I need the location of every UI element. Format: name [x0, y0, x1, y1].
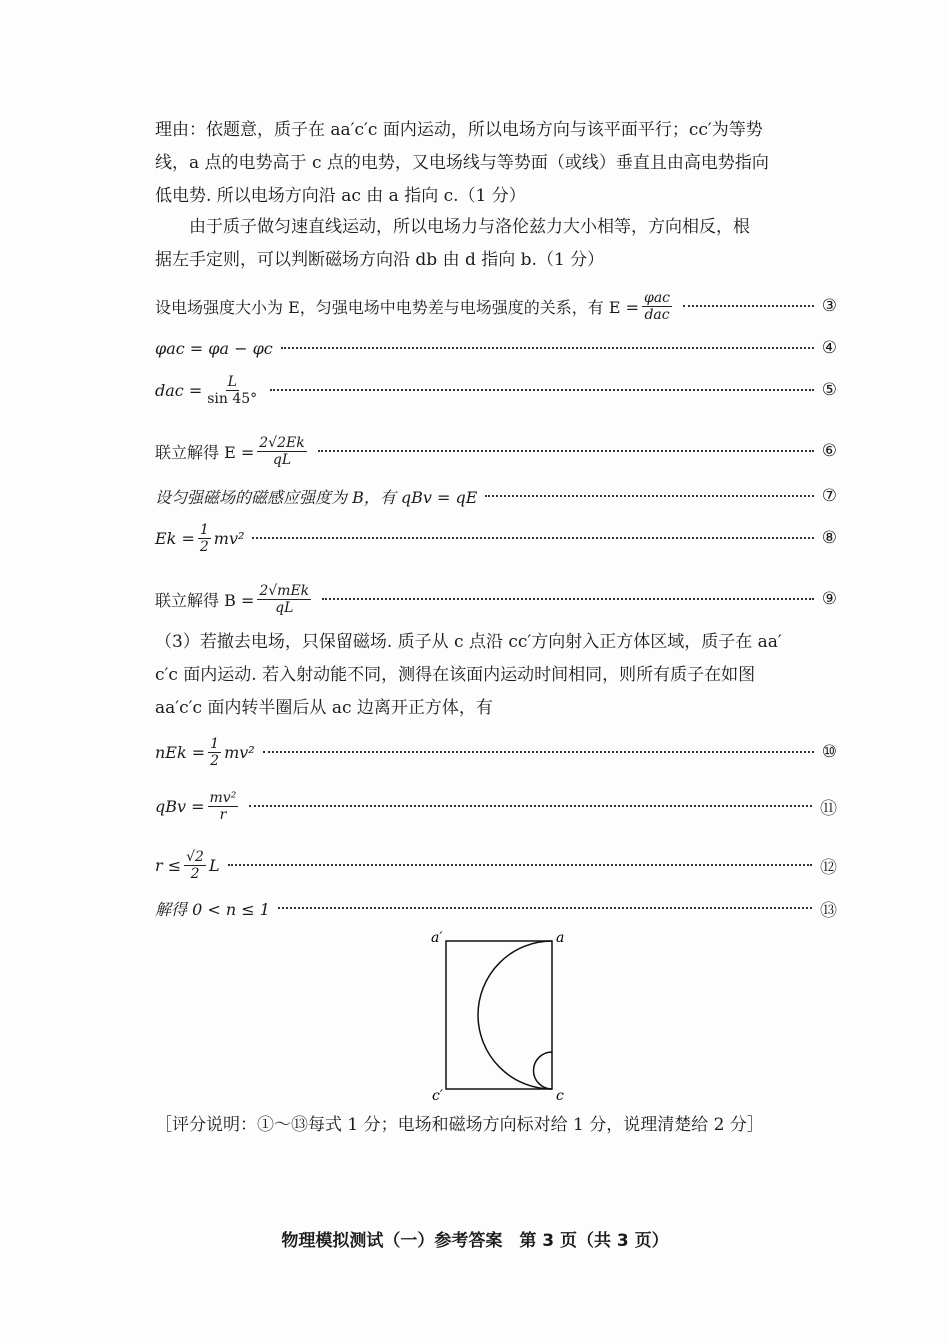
equation-4	[155, 336, 837, 360]
equation-12-prefix: r ≤	[155, 855, 182, 875]
label-c-prime: c′	[432, 1088, 444, 1104]
equation-7	[155, 484, 837, 508]
equation-number: ⑨	[821, 589, 837, 609]
equation-number: ④	[821, 338, 837, 358]
equation-3	[155, 286, 837, 326]
equation-6-prefix: 联立解得 E =	[155, 442, 255, 462]
leader-dots	[270, 389, 814, 391]
equation-11-numerator: mv²	[209, 789, 237, 806]
equation-9	[155, 578, 837, 620]
equation-5-numerator: L	[227, 373, 237, 390]
equation-12-suffix: L	[208, 855, 220, 875]
equation-number: ③	[821, 296, 837, 316]
leader-dots	[683, 305, 814, 307]
equation-9-numerator: 2√mEk	[259, 582, 310, 599]
equation-13	[155, 896, 837, 920]
part3-paragraph	[155, 626, 835, 725]
reason-line-2: 线，a 点的电势高于 c 点的电势，又电场线与等势面（或线）垂直且由高电势指向	[155, 153, 769, 173]
equation-10-prefix: nEk =	[155, 742, 206, 762]
part3-line-1: （3）若撤去电场，只保留磁场. 质子从 c 点沿 cc′方向射入正方体区域，质子在 aa′	[155, 632, 782, 652]
equation-9-denominator: qL	[275, 599, 294, 616]
equation-number: ⑩	[821, 742, 837, 762]
magnetic-paragraph	[155, 211, 835, 277]
equation-4-body: φac = φa − φc	[155, 338, 273, 358]
leader-dots	[228, 864, 812, 866]
equation-11-prefix: qBv =	[155, 796, 205, 816]
equation-8-prefix: Ek =	[155, 528, 195, 548]
equation-12	[155, 844, 837, 886]
equation-number: ⑦	[821, 486, 837, 506]
part3-line-2: c′c 面内运动. 若入射动能不同，测得在该面内运动时间相同，则所有质子在如图	[155, 665, 756, 685]
label-a-prime: a′	[431, 930, 443, 946]
equation-number: ⑫	[820, 857, 837, 878]
leader-dots	[249, 805, 812, 807]
equation-10-denominator: 2	[210, 752, 220, 769]
reason-line-1: 理由：依题意，质子在 aa′c′c 面内运动，所以电场方向与该平面平行；cc′为等势	[155, 120, 763, 140]
page-footer: 物理模拟测试（一）参考答案 第 3 页（共 3 页）	[281, 1231, 669, 1251]
equation-6	[155, 430, 837, 472]
equation-10	[155, 732, 837, 772]
face-rectangle	[446, 941, 552, 1089]
leader-dots	[485, 495, 813, 497]
leader-dots	[263, 751, 814, 753]
equation-number: ⑧	[821, 528, 837, 548]
magnetic-line-1: 由于质子做匀速直线运动，所以电场力与洛伦兹力大小相等，方向相反，根	[189, 217, 750, 237]
equation-number: ⑬	[820, 900, 837, 921]
label-c: c	[556, 1088, 564, 1104]
equation-number: ⑤	[821, 380, 837, 400]
equation-10-numerator: 1	[210, 735, 220, 752]
equation-12-denominator: 2	[190, 865, 200, 882]
leader-dots	[278, 907, 812, 909]
leader-dots	[322, 598, 814, 600]
small-semicircle-arc	[534, 1052, 553, 1089]
equation-7-body: 设匀强磁场的磁感应强度为 B，有 qBv = qE	[155, 487, 478, 507]
large-semicircle-arc	[478, 941, 552, 1089]
equation-11-denominator: r	[219, 806, 227, 823]
equation-8-suffix: mv²	[213, 528, 245, 548]
equation-5-denominator: sin 45°	[207, 390, 258, 407]
equation-8	[155, 518, 837, 558]
equation-5	[155, 370, 837, 410]
equation-number: ⑥	[821, 441, 837, 461]
part3-line-3: aa′c′c 面内转半圈后从 ac 边离开正方体，有	[155, 698, 493, 718]
equation-8-denominator: 2	[199, 538, 209, 555]
equation-13-body: 解得 0 < n ≤ 1	[155, 899, 270, 919]
equation-12-numerator: √2	[186, 848, 204, 865]
equation-9-prefix: 联立解得 B =	[155, 590, 255, 610]
equation-11	[155, 786, 837, 826]
equation-6-numerator: 2√2Ek	[259, 434, 305, 451]
leader-dots	[252, 537, 813, 539]
reason-line-3: 低电势. 所以电场方向沿 ac 由 a 指向 c.（1 分）	[155, 186, 526, 206]
equation-10-suffix: mv²	[224, 742, 255, 762]
equation-3-prefix: 设电场强度大小为 E，匀强电场中电势差与电场强度的关系，有 E =	[155, 297, 640, 317]
leader-dots	[318, 450, 814, 452]
equation-8-numerator: 1	[199, 521, 209, 538]
equation-3-denominator: dac	[644, 306, 670, 323]
equation-6-denominator: qL	[272, 451, 292, 468]
leader-dots	[281, 347, 814, 349]
scoring-note: ［评分说明：①～⑬每式 1 分；电场和磁场方向标对给 1 分，说理清楚给 2 分］	[155, 1115, 764, 1135]
label-a: a	[556, 930, 565, 946]
equation-3-numerator: φac	[644, 289, 671, 306]
reason-paragraph	[155, 114, 835, 213]
equation-number: ⑪	[820, 798, 837, 819]
magnetic-line-2: 据左手定则，可以判断磁场方向沿 db 由 d 指向 b.（1 分）	[155, 250, 605, 270]
equation-5-prefix: dac =	[155, 380, 203, 400]
